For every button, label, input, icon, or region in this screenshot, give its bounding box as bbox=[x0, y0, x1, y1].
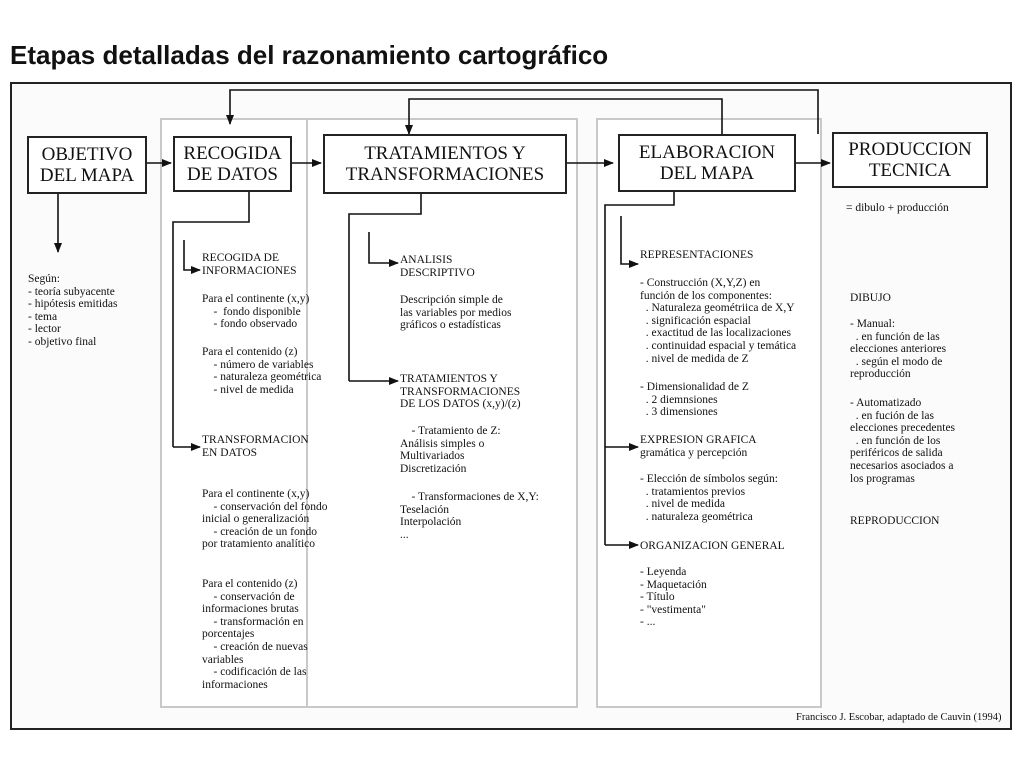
expresion-subtitle: gramática y percepción bbox=[640, 447, 748, 459]
stage-produccion-tecnica: PRODUCCION TECNICA bbox=[832, 132, 988, 188]
construccion-xyz: - Construcción (X,Y,Z) en función de los componentes: . Naturaleza geométriica de X,Y . significación espacial . exactitud de las localizaciones . continuidad espacial y temática . nivel de medida de Z bbox=[640, 277, 797, 365]
transformacion-continente: Para el continente (x,y) - conservación del fondo inicial o generalización - creación de un fondo por tratamiento analítico bbox=[202, 488, 328, 551]
tratamientos-heading-datos: TRATAMIENTOS Y TRANSFORMACIONES DE LOS DATOS (x,y)/(z) bbox=[400, 373, 521, 411]
objetivo-notes: Según: - teoría subyacente - hipótesis emitidas - tema - lector - objetivo final bbox=[28, 273, 118, 348]
elaboracion-heading-expresion: EXPRESION GRAFICA bbox=[640, 434, 757, 446]
dibujo-automatizado: - Automatizado . en fución de las elecciones precedentes . en función de los periféricos de salida necesarios asociados a los programas bbox=[850, 397, 956, 485]
transformaciones-xy: - Transformaciones de X,Y: Teselación Interpolación ... bbox=[400, 491, 539, 541]
source-credit: Francisco J. Escobar, adaptado de Cauvin (1994) bbox=[796, 712, 1002, 723]
analisis-descripcion: Descripción simple de las variables por medios gráficos o estadísticas bbox=[400, 294, 512, 332]
page-title: Etapas detalladas del razonamiento cartográfico bbox=[10, 40, 609, 70]
feedback-loop-inner bbox=[409, 99, 722, 134]
recogida-contenido: Para el contenido (z) - número de variables - naturaleza geométrica - nivel de medida bbox=[202, 346, 322, 396]
produccion-formula: = dibulo + producción bbox=[846, 202, 949, 214]
eleccion-simbolos: - Elección de símbolos según: . tratamientos previos . nivel de medida . naturaleza geométrica bbox=[640, 473, 778, 523]
produccion-heading-reproduccion: REPRODUCCION bbox=[850, 515, 940, 527]
recogida-continente: Para el continente (x,y) - fondo disponible - fondo observado bbox=[202, 293, 310, 331]
dimensionalidad-z: - Dimensionalidad de Z . 2 diemnsiones . 3 dimensiones bbox=[640, 381, 749, 419]
stage-recogida-de-datos: RECOGIDA DE DATOS bbox=[173, 136, 292, 192]
elaboracion-heading-representaciones: REPRESENTACIONES bbox=[640, 249, 754, 261]
feedback-loop-outer bbox=[230, 90, 818, 134]
produccion-heading-dibujo: DIBUJO bbox=[850, 292, 891, 304]
dibujo-manual: - Manual: . en función de las elecciones anteriores . según el modo de reproducción bbox=[850, 318, 947, 381]
recogida-heading-transformacion: TRANSFORMACION EN DATOS bbox=[202, 434, 309, 459]
elaboracion-heading-organizacion: ORGANIZACION GENERAL bbox=[640, 540, 785, 552]
tratamientos-heading-analisis: ANALISIS DESCRIPTIVO bbox=[400, 254, 475, 279]
stage-elaboracion-del-mapa: ELABORACION DEL MAPA bbox=[618, 134, 796, 192]
recogida-heading-informaciones: RECOGIDA DE INFORMACIONES bbox=[202, 252, 297, 277]
tratamiento-z: - Tratamiento de Z: Análisis simples o Multivariados Discretización bbox=[400, 425, 501, 475]
stage-objetivo-del-mapa: OBJETIVO DEL MAPA bbox=[27, 136, 147, 194]
transformacion-contenido: Para el contenido (z) - conservación de informaciones brutas - transformación en porcentajes - creación de nuevas variables - codificación de las informaciones bbox=[202, 578, 308, 691]
stage-tratamientos-y-transformaciones: TRATAMIENTOS Y TRANSFORMACIONES bbox=[323, 134, 567, 194]
organizacion-items: - Leyenda - Maquetación - Título - "vestimenta" - ... bbox=[640, 566, 707, 629]
